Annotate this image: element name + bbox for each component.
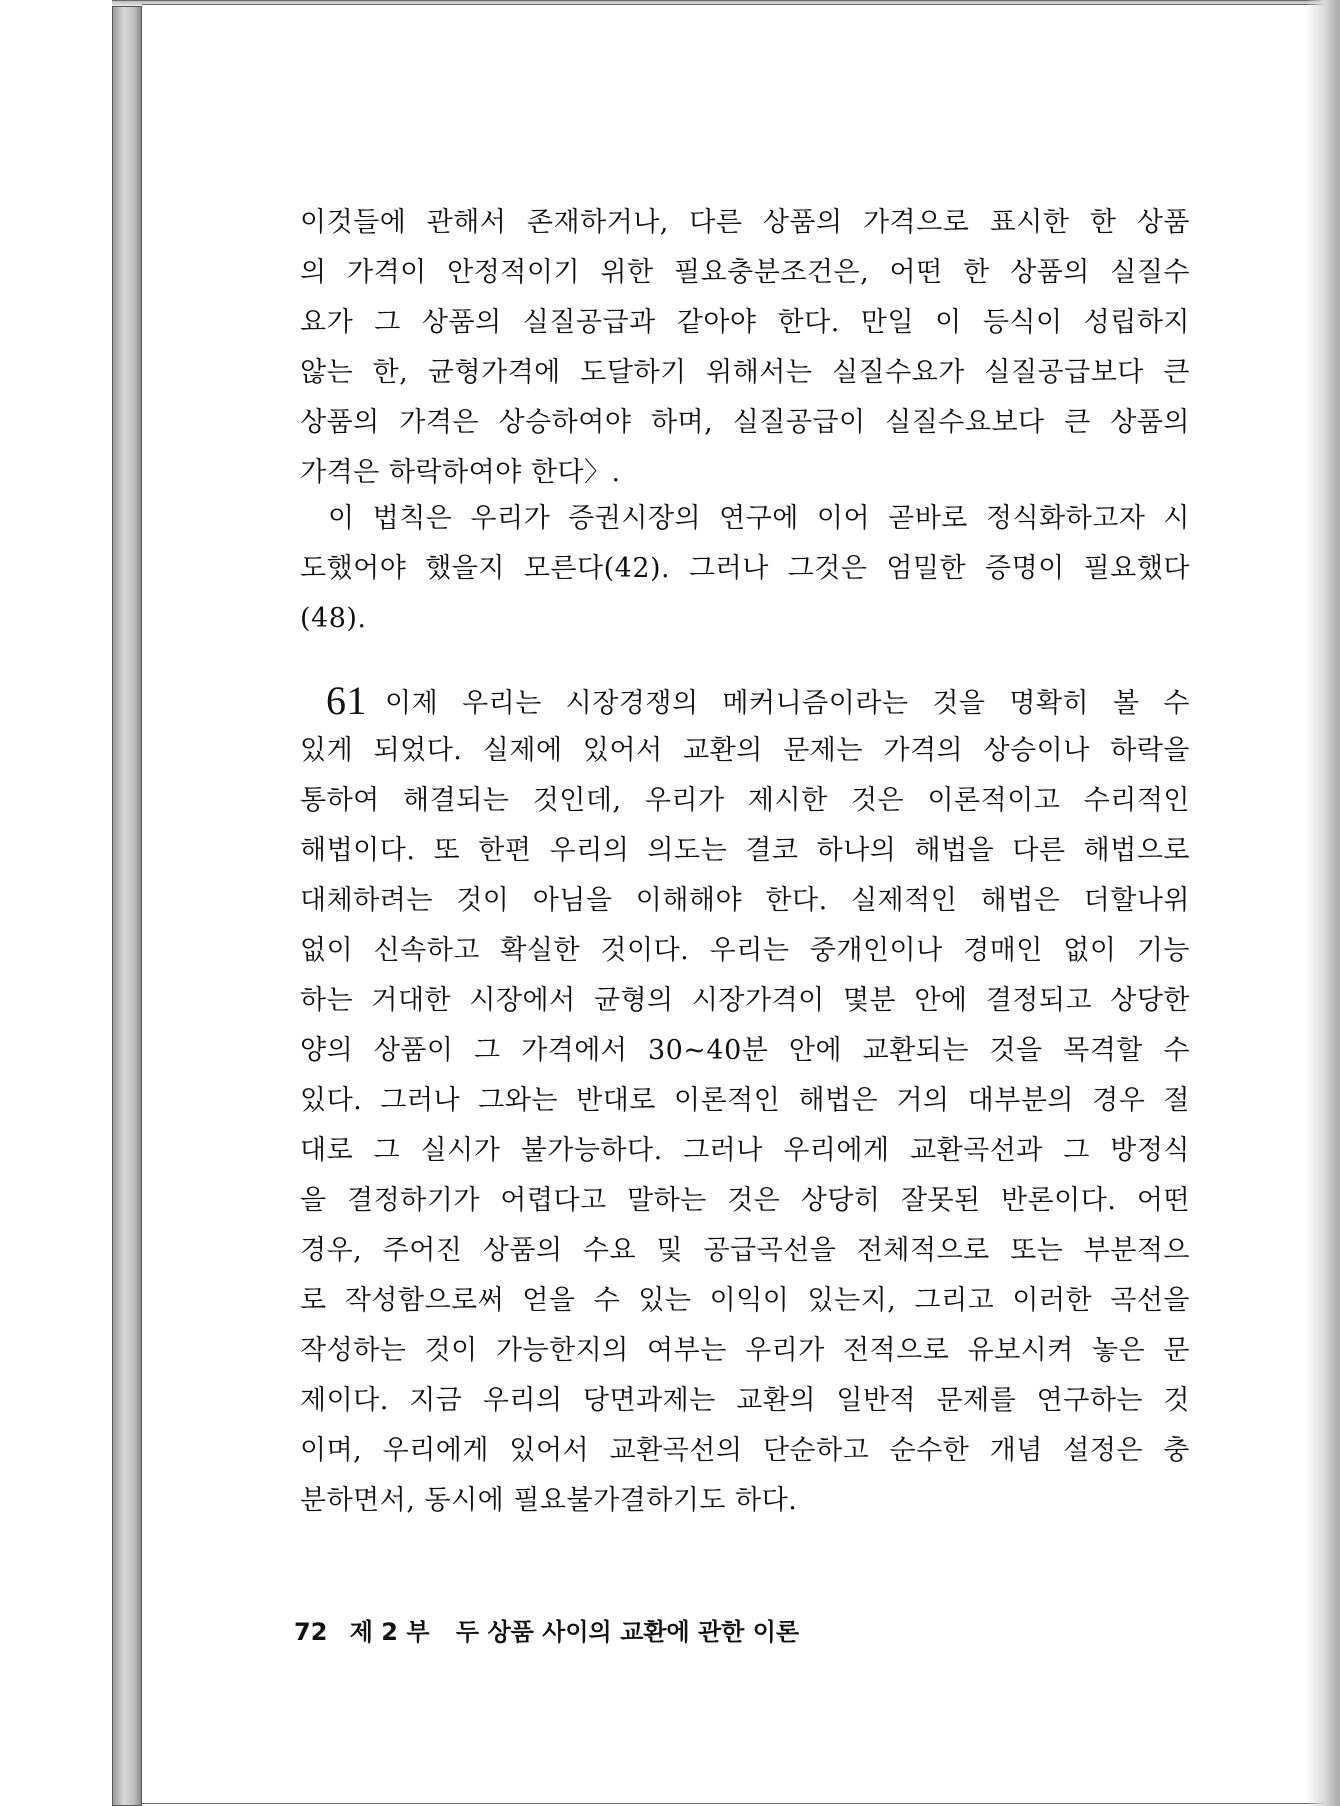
text-line: 해법이다. 또 한편 우리의 의도는 결코 하나의 해법을 다른 해법으로 (300, 835, 1190, 866)
text-line: 상품의 가격은 상승하여야 하며, 실질공급이 실질수요보다 큰 상품의 (300, 407, 1190, 438)
section-number: 61 (326, 678, 367, 723)
section-61 (300, 676, 1190, 1526)
page-edge-shadow (1306, 0, 1340, 1806)
text-line: 않는 한, 균형가격에 도달하기 위해서는 실질수요가 실질공급보다 큰 (300, 357, 1190, 388)
text-line: 있다. 그러나 그와는 반대로 이론적인 해법은 거의 대부분의 경우 절 (300, 1085, 1190, 1116)
text-line: 분하면서, 동시에 필요불가결하기도 하다. (300, 1485, 798, 1516)
text-line: 작성하는 것이 가능한지의 여부는 우리가 전적으로 유보시켜 놓은 문 (300, 1335, 1190, 1366)
section-first-line-text: 이제 우리는 시장경쟁의 메커니즘이라는 것을 명확히 볼 수 (385, 688, 1190, 719)
text-line: 하는 거대한 시장에서 균형의 시장가격이 몇분 안에 결정되고 상당한 (300, 985, 1190, 1016)
text-line: 대체하려는 것이 아님을 이해해야 한다. 실제적인 해법은 더할나위 (300, 885, 1190, 916)
text-line: 통하여 해결되는 것인데, 우리가 제시한 것은 이론적이고 수리적인 (300, 785, 1190, 816)
text-line: 도했어야 했을지 모른다(42). 그러나 그것은 엄밀한 증명이 필요했다 (300, 553, 1190, 584)
text-line: 로 작성함으로써 얻을 수 있는 이익이 있는지, 그리고 이러한 곡선을 (300, 1285, 1190, 1316)
text-line: 있게 되었다. 실제에 있어서 교환의 문제는 가격의 상승이나 하락을 (300, 735, 1190, 766)
page-footer (294, 1612, 799, 1647)
text-line: 제이다. 지금 우리의 당면과제는 교환의 일반적 문제를 연구하는 것 (300, 1385, 1190, 1416)
text-line: 의 가격이 안정적이기 위한 필요충분조건은, 어떤 한 상품의 실질수 (300, 257, 1190, 288)
text-line: 요가 그 상품의 실질공급과 같아야 한다. 만일 이 등식이 성립하지 (300, 307, 1190, 338)
running-title: 두 상품 사이의 교환에 관한 이론 (455, 1618, 800, 1646)
paragraph-2 (300, 494, 1190, 644)
book-spine (112, 6, 142, 1806)
text-line: 가격은 하락하여야 한다〉. (300, 457, 621, 488)
text-line: 대로 그 실시가 불가능하다. 그러나 우리에게 교환곡선과 그 방정식 (300, 1135, 1190, 1166)
text-line: 없이 신속하고 확실한 것이다. 우리는 중개인이나 경매인 없이 기능 (300, 935, 1190, 966)
text-line: 이며, 우리에게 있어서 교환곡선의 단순하고 순수한 개념 설정은 충 (300, 1435, 1190, 1466)
text-line: 경우, 주어진 상품의 수요 및 공급곡선을 전체적으로 또는 부분적으 (300, 1235, 1190, 1266)
text-line: 이 법칙은 우리가 증권시장의 연구에 이어 곧바로 정식화하고자 시 (328, 503, 1190, 534)
paragraph-1 (300, 198, 1190, 498)
text-line: 양의 상품이 그 가격에서 30~40분 안에 교환되는 것을 목격할 수 (300, 1035, 1190, 1066)
text-line: (48). (300, 603, 367, 634)
section-first-line (300, 676, 1190, 726)
text-line: 을 결정하기가 어렵다고 말하는 것은 상당히 잘못된 반론이다. 어떤 (300, 1185, 1190, 1216)
text-line: 이것들에 관해서 존재하거나, 다른 상품의 가격으로 표시한 한 상품 (300, 207, 1190, 238)
page-number: 72 (294, 1618, 328, 1646)
part-label: 제 2 부 (349, 1618, 430, 1646)
